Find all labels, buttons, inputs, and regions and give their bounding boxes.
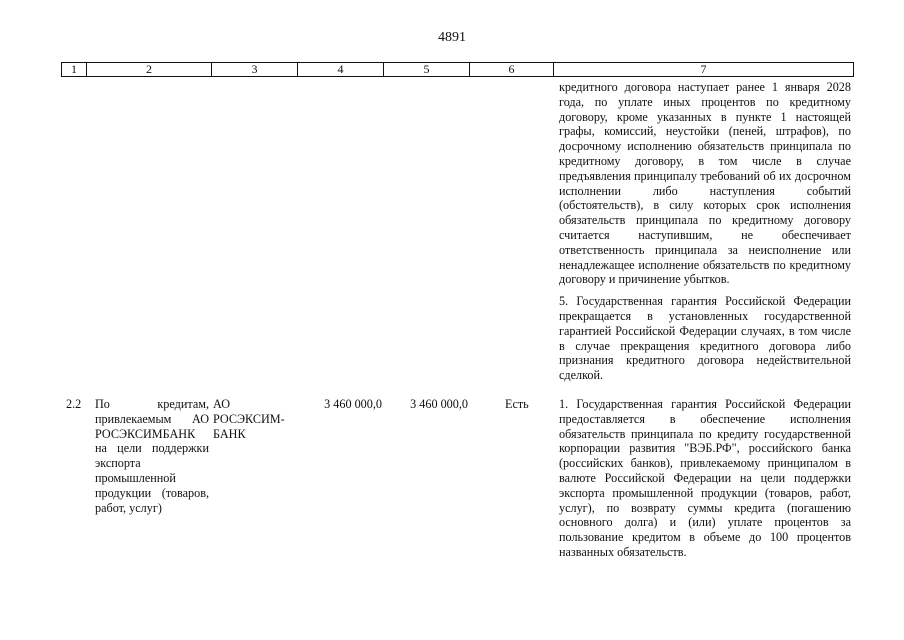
column-number-3: 3 bbox=[212, 63, 298, 77]
conditions-paragraph-1: 1. Государственная гарантия Российской Федерации предоставляется в обеспечение исполнения обязательств принципала по кредиту государственной корпорации развития "ВЭБ.РФ", российского банка (российских банков), привлекаемому принципалом в валюте Российской Федерации на цели поддержки экспорта промышленной продукции (товаров, работ, услуг), по возврату суммы кредита (погашению основного долга) и (или) уплате процентов за пользование кредитом в объеме до 100 процентов названных обязательств. bbox=[559, 397, 851, 559]
column-number-5: 5 bbox=[384, 63, 470, 77]
column-number-1: 1 bbox=[62, 63, 87, 77]
column-number-4: 4 bbox=[298, 63, 384, 77]
page-number: 4891 bbox=[438, 30, 466, 45]
principal-name: АО РОСЭКСИМ-БАНК bbox=[213, 397, 285, 441]
table-header-row bbox=[61, 62, 854, 77]
amount-column-5: 3 460 000,0 bbox=[410, 397, 468, 411]
column-number-7: 7 bbox=[554, 63, 854, 77]
loan-purpose: По кредитам, привлекаемым АО РОСЭКСИМБАНК на цели поддержки экспорта промышленной продукции (товаров, работ, услуг) bbox=[95, 397, 209, 515]
continued-conditions bbox=[559, 80, 851, 383]
conditions-paragraph-5: 5. Государственная гарантия Российской Федерации прекращается в установленных государственной гарантией Российской Федерации случаях, в том числе в случае прекращения кредитного договора либо признания кредитного договора недействительной сделкой. bbox=[559, 294, 851, 383]
column-number-6: 6 bbox=[470, 63, 554, 77]
row-2-2-conditions bbox=[559, 397, 851, 560]
row-number: 2.2 bbox=[66, 397, 82, 411]
column-number-2: 2 bbox=[87, 63, 212, 77]
conditions-paragraph-continued: кредитного договора наступает ранее 1 января 2028 года, по уплате иных процентов по кредитному договору, кроме указанных в пункте 1 настоящей графы, комиссий, неустойки (пеней, штрафов), по досрочному исполнению обязательств принципала по кредитному договору, в том числе в случае предъявления принципалу требований об их досрочном исполнении либо наступления событий (обстоятельств), в силу которых срок исполнения обязательств принципала по кредитному договору считается наступившим, не обеспечивает ответственность принципала за неисполнение или ненадлежащее исполнение обязательств по кредитному договору и причинение убытков. bbox=[559, 80, 851, 287]
amount-column-4: 3 460 000,0 bbox=[324, 397, 382, 411]
guarantee-flag: Есть bbox=[505, 397, 529, 411]
